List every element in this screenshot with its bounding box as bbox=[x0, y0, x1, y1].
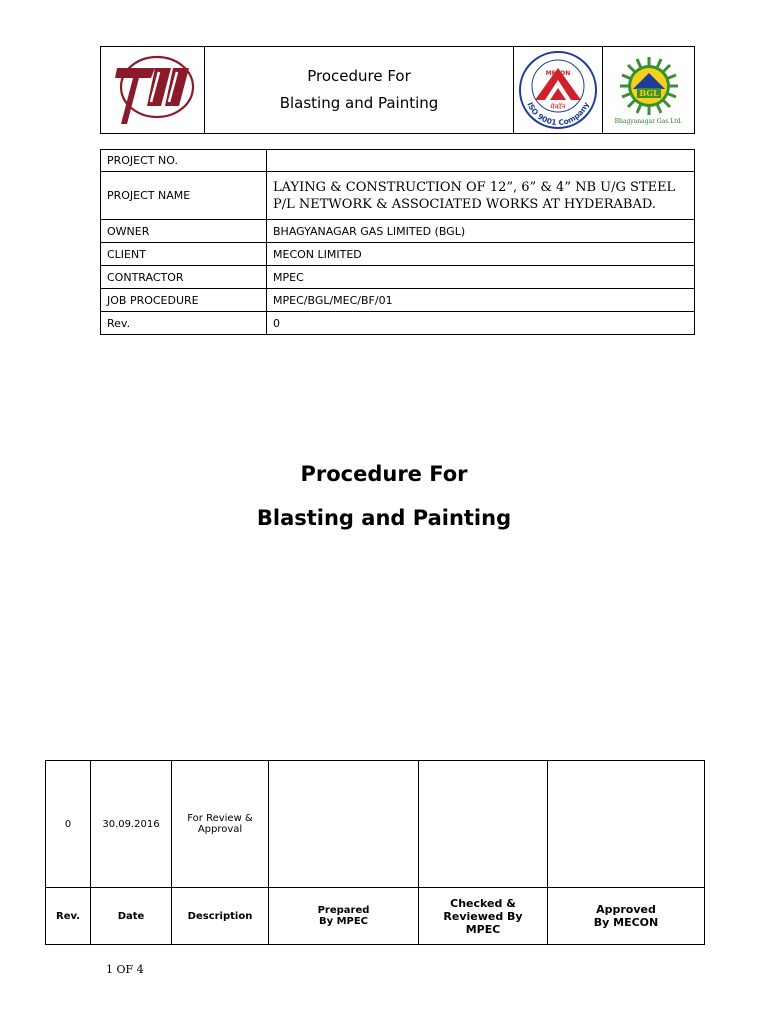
project-no-label: PROJECT NO. bbox=[101, 150, 267, 172]
rev-number-cell: 0 bbox=[46, 761, 91, 888]
table-row bbox=[101, 172, 695, 220]
bgl-logo bbox=[619, 55, 679, 117]
mecon-top-text: MECON bbox=[545, 70, 571, 77]
table-row bbox=[101, 312, 695, 335]
mpec-logo bbox=[109, 54, 197, 126]
prepared-by-header: Prepared By MPEC bbox=[269, 888, 419, 945]
main-title-line1: Procedure For bbox=[300, 462, 468, 486]
main-title-line2: Blasting and Painting bbox=[256, 506, 512, 530]
date-header: Date bbox=[91, 888, 172, 945]
table-row bbox=[101, 289, 695, 312]
revision-table bbox=[45, 760, 705, 945]
rev-description-cell: For Review & Approval bbox=[172, 761, 269, 888]
rev-label: Rev. bbox=[101, 312, 267, 335]
rev-header: Rev. bbox=[46, 888, 91, 945]
project-no-value bbox=[267, 150, 695, 172]
owner-value: BHAGYANAGAR GAS LIMITED (BGL) bbox=[267, 220, 695, 243]
approved-by-header: Approved By MECON bbox=[548, 888, 705, 945]
table-row bbox=[101, 243, 695, 266]
table-row bbox=[101, 220, 695, 243]
main-title bbox=[0, 452, 768, 540]
job-procedure-label: JOB PROCEDURE bbox=[101, 289, 267, 312]
rev-checked-cell bbox=[419, 761, 548, 888]
description-header: Description bbox=[172, 888, 269, 945]
bgl-logo-cell bbox=[603, 47, 694, 133]
checked-by-header: Checked & Reviewed By MPEC bbox=[419, 888, 548, 945]
header-title bbox=[205, 47, 514, 133]
header-title-line1: Procedure For bbox=[307, 67, 411, 85]
rev-prepared-cell bbox=[269, 761, 419, 888]
table-row bbox=[101, 150, 695, 172]
header-title-line2: Blasting and Painting bbox=[279, 94, 439, 112]
mecon-logo bbox=[517, 48, 599, 132]
page-number: 1 OF 4 bbox=[106, 963, 144, 976]
job-procedure-value: MPEC/BGL/MEC/BF/01 bbox=[267, 289, 695, 312]
mecon-hindi-text: मेकॉन bbox=[550, 103, 566, 111]
rev-value: 0 bbox=[267, 312, 695, 335]
client-value: MECON LIMITED bbox=[267, 243, 695, 266]
contractor-value: MPEC bbox=[267, 266, 695, 289]
project-name-label: PROJECT NAME bbox=[101, 172, 267, 220]
mecon-ring-text: ISO 9001 Company bbox=[525, 100, 591, 128]
project-info-table bbox=[100, 149, 695, 335]
rev-approved-cell bbox=[548, 761, 705, 888]
client-label: CLIENT bbox=[101, 243, 267, 266]
mecon-logo-cell bbox=[514, 47, 603, 133]
table-row bbox=[101, 266, 695, 289]
table-row bbox=[46, 888, 705, 945]
table-row bbox=[46, 761, 705, 888]
bgl-logo-text: BGL bbox=[638, 88, 659, 98]
rev-date-cell: 30.09.2016 bbox=[91, 761, 172, 888]
mpec-logo-cell bbox=[101, 47, 205, 133]
bgl-caption: Bhagyanagar Gas Ltd. bbox=[614, 118, 683, 125]
project-name-value: LAYING & CONSTRUCTION OF 12”, 6” & 4” NB U/G STEEL P/L NETWORK & ASSOCIATED WORKS AT HYDERABAD. bbox=[267, 172, 695, 220]
contractor-label: CONTRACTOR bbox=[101, 266, 267, 289]
document-header bbox=[100, 46, 695, 134]
owner-label: OWNER bbox=[101, 220, 267, 243]
